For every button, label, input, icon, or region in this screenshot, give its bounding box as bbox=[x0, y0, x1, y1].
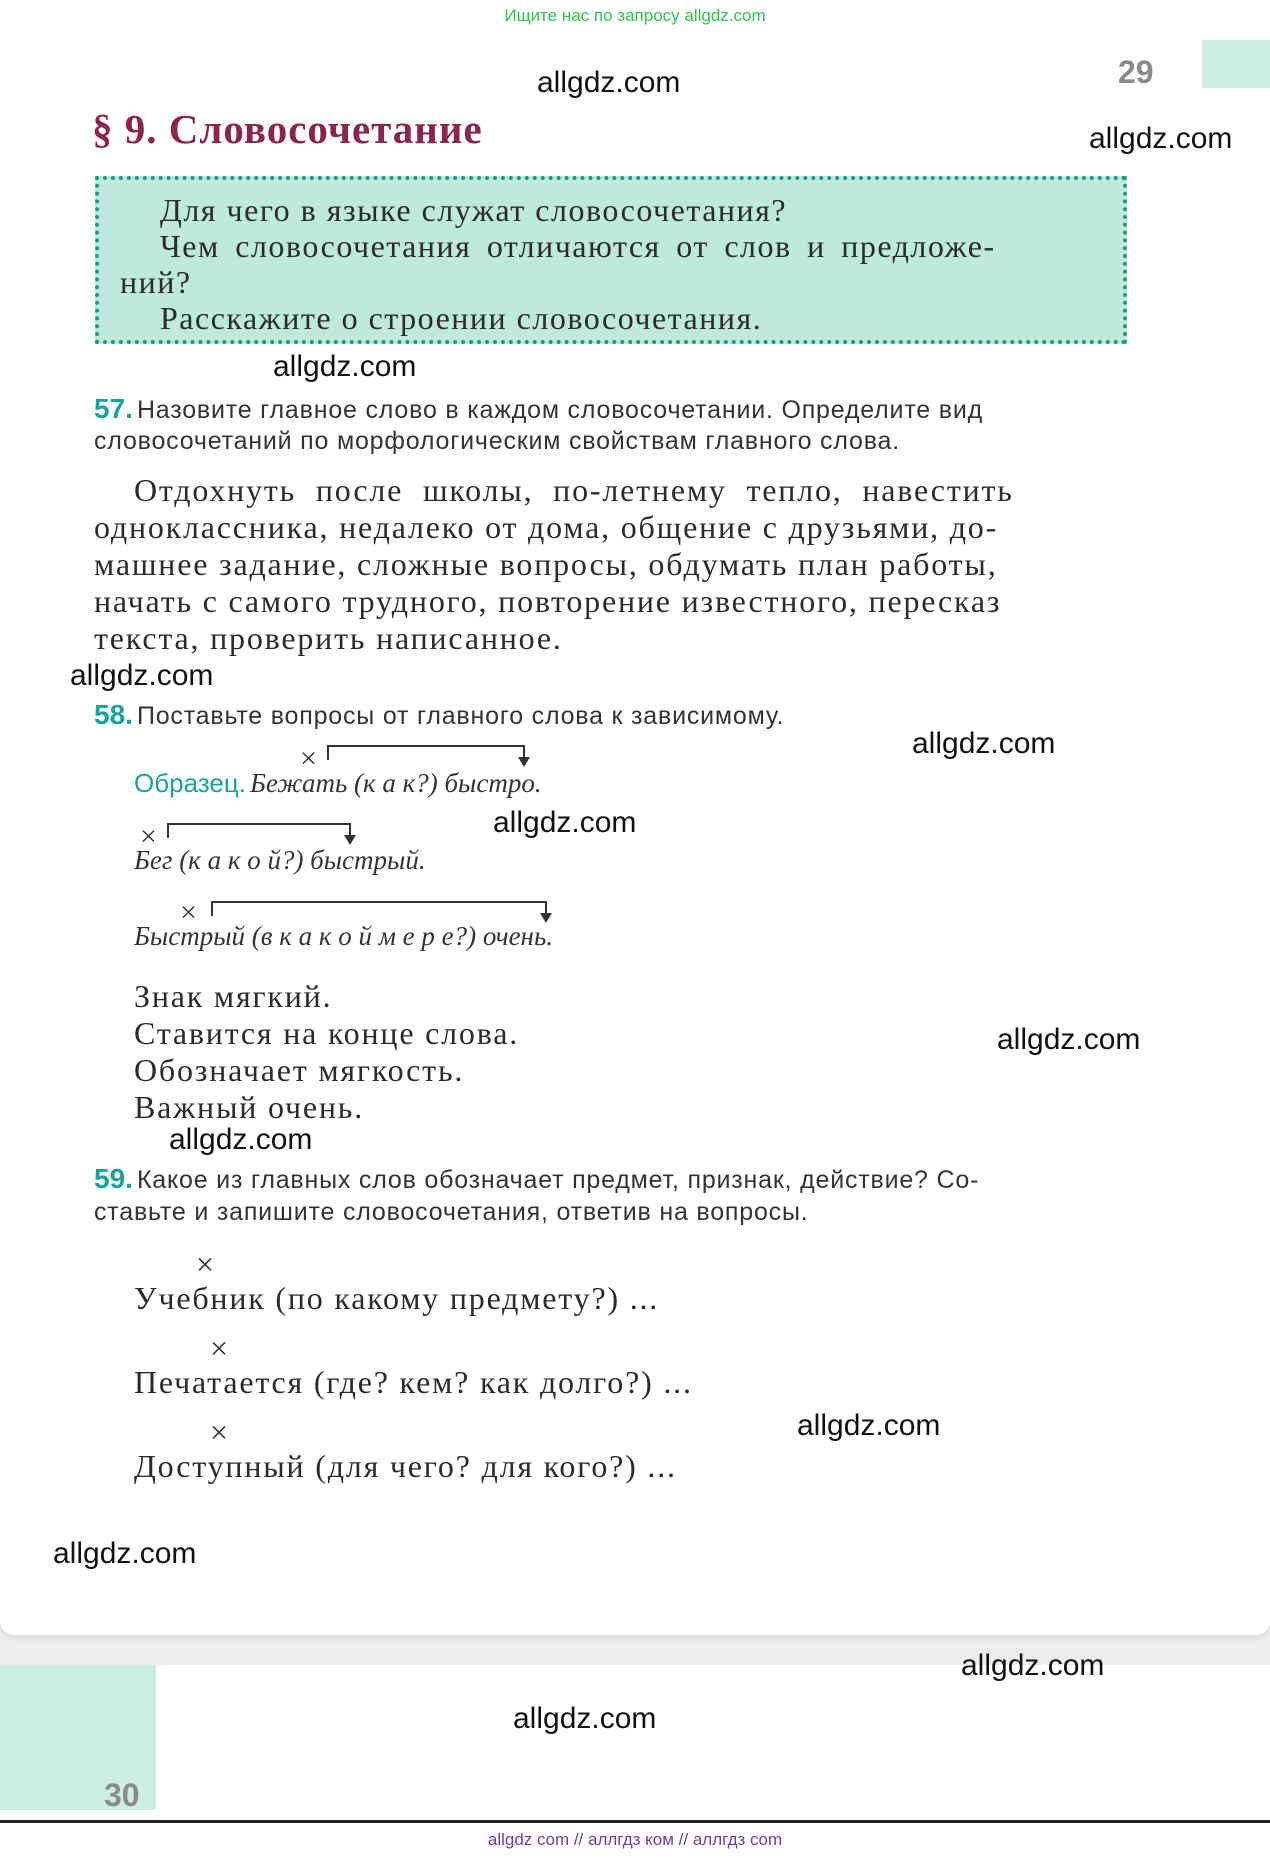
ex59-line-1: Учебник (по какому предмету?) ... bbox=[134, 1280, 660, 1316]
watermark: allgdz.com bbox=[1089, 122, 1233, 155]
section-title: § 9. Словосочетание bbox=[92, 106, 483, 152]
exercise-59-number: 59. bbox=[94, 1163, 133, 1194]
watermark: allgdz.com bbox=[70, 659, 214, 692]
question-3: Расскажите о строении словосочетания. bbox=[160, 300, 763, 336]
sample-2: Бег (к а к о й?) быстрый. bbox=[134, 845, 426, 875]
question-2b: ний? bbox=[120, 264, 192, 300]
ex57-line-3: машнее задание, сложные вопросы, обдумать план работы, bbox=[94, 546, 998, 582]
exercise-59-instr-2: ставьте и запишите словосочетания, ответив на вопросы. bbox=[94, 1198, 809, 1226]
sample-line-1 bbox=[134, 768, 542, 799]
exercise-59-instructions bbox=[94, 1163, 979, 1195]
arrow-3 bbox=[212, 902, 546, 916]
watermark: allgdz.com bbox=[273, 350, 417, 383]
sample-3: Быстрый (в к а к о й м е р е?) очень. bbox=[134, 921, 553, 951]
ex58-line-4: Важный очень. bbox=[134, 1089, 364, 1125]
cross-mark-3: × bbox=[180, 896, 197, 929]
footer-bar bbox=[0, 1820, 1270, 1861]
sample-1: Бежать (к а к?) быстро. bbox=[249, 768, 542, 798]
footer-text: allgdz com // аллгдз ком // аллгдз com bbox=[487, 1830, 783, 1849]
question-1: Для чего в языке служат словосочетания? bbox=[160, 192, 788, 228]
exercise-57-instr-1: Назовите главное слово в каждом словосочетании. Определите вид bbox=[136, 396, 983, 424]
arrow-2 bbox=[168, 824, 350, 838]
watermark: allgdz.com bbox=[513, 1702, 657, 1735]
exercise-57-instr-2: словосочетаний по морфологическим свойствам главного слова. bbox=[94, 427, 900, 455]
question-2a: Чем словосочетания отличаются от слов и предложе- bbox=[160, 228, 996, 264]
page-number: 29 bbox=[1118, 54, 1154, 90]
ex57-line-4: начать с самого трудного, повторение известного, пересказ bbox=[94, 583, 1002, 619]
ex58-line-3: Обозначает мягкость. bbox=[134, 1052, 465, 1088]
watermark: allgdz.com bbox=[961, 1649, 1105, 1682]
watermark: allgdz.com bbox=[537, 66, 681, 99]
page-30-number: 30 bbox=[104, 1777, 140, 1813]
cross-mark-6: × bbox=[210, 1414, 229, 1450]
exercise-57-number: 57. bbox=[94, 393, 133, 424]
cross-mark-5: × bbox=[210, 1330, 229, 1366]
arrowhead-1 bbox=[518, 757, 530, 767]
ex58-line-1: Знак мягкий. bbox=[134, 978, 333, 1014]
cross-mark-1: × bbox=[300, 742, 317, 775]
cross-mark-2: × bbox=[140, 820, 157, 853]
exercise-58-instr: Поставьте вопросы от главного слова к зависимому. bbox=[136, 702, 785, 730]
ex59-line-3: Доступный (для чего? для кого?) ... bbox=[134, 1448, 677, 1484]
watermark: allgdz.com bbox=[169, 1123, 313, 1156]
sample-label: Образец. bbox=[134, 768, 246, 798]
ex57-line-2: одноклассника, недалеко от дома, общение с друзьями, до- bbox=[94, 509, 999, 545]
exercise-59-instr-1: Какое из главных слов обозначает предмет, признак, действие? Со- bbox=[136, 1166, 980, 1194]
banner-text: Ищите нас по запросу allgdz.com bbox=[504, 6, 766, 25]
watermark: allgdz.com bbox=[997, 1023, 1141, 1056]
arrow-1 bbox=[328, 746, 524, 760]
page-30 bbox=[0, 1665, 1270, 1820]
ex58-line-2: Ставится на конце слова. bbox=[134, 1015, 519, 1051]
arrowhead-2 bbox=[344, 835, 356, 845]
watermark: allgdz.com bbox=[493, 806, 637, 839]
cross-mark-4: × bbox=[196, 1246, 215, 1282]
exercise-58-number: 58. bbox=[94, 699, 133, 730]
watermark: allgdz.com bbox=[53, 1537, 197, 1570]
ex59-line-2: Печатается (где? кем? как долго?) ... bbox=[134, 1364, 693, 1400]
watermark: allgdz.com bbox=[797, 1409, 941, 1442]
watermark: allgdz.com bbox=[912, 727, 1056, 760]
ex57-line-5: текста, проверить написанное. bbox=[94, 620, 563, 656]
ex57-line-1: Отдохнуть после школы, по-летнему тепло, навестить bbox=[134, 472, 1014, 508]
